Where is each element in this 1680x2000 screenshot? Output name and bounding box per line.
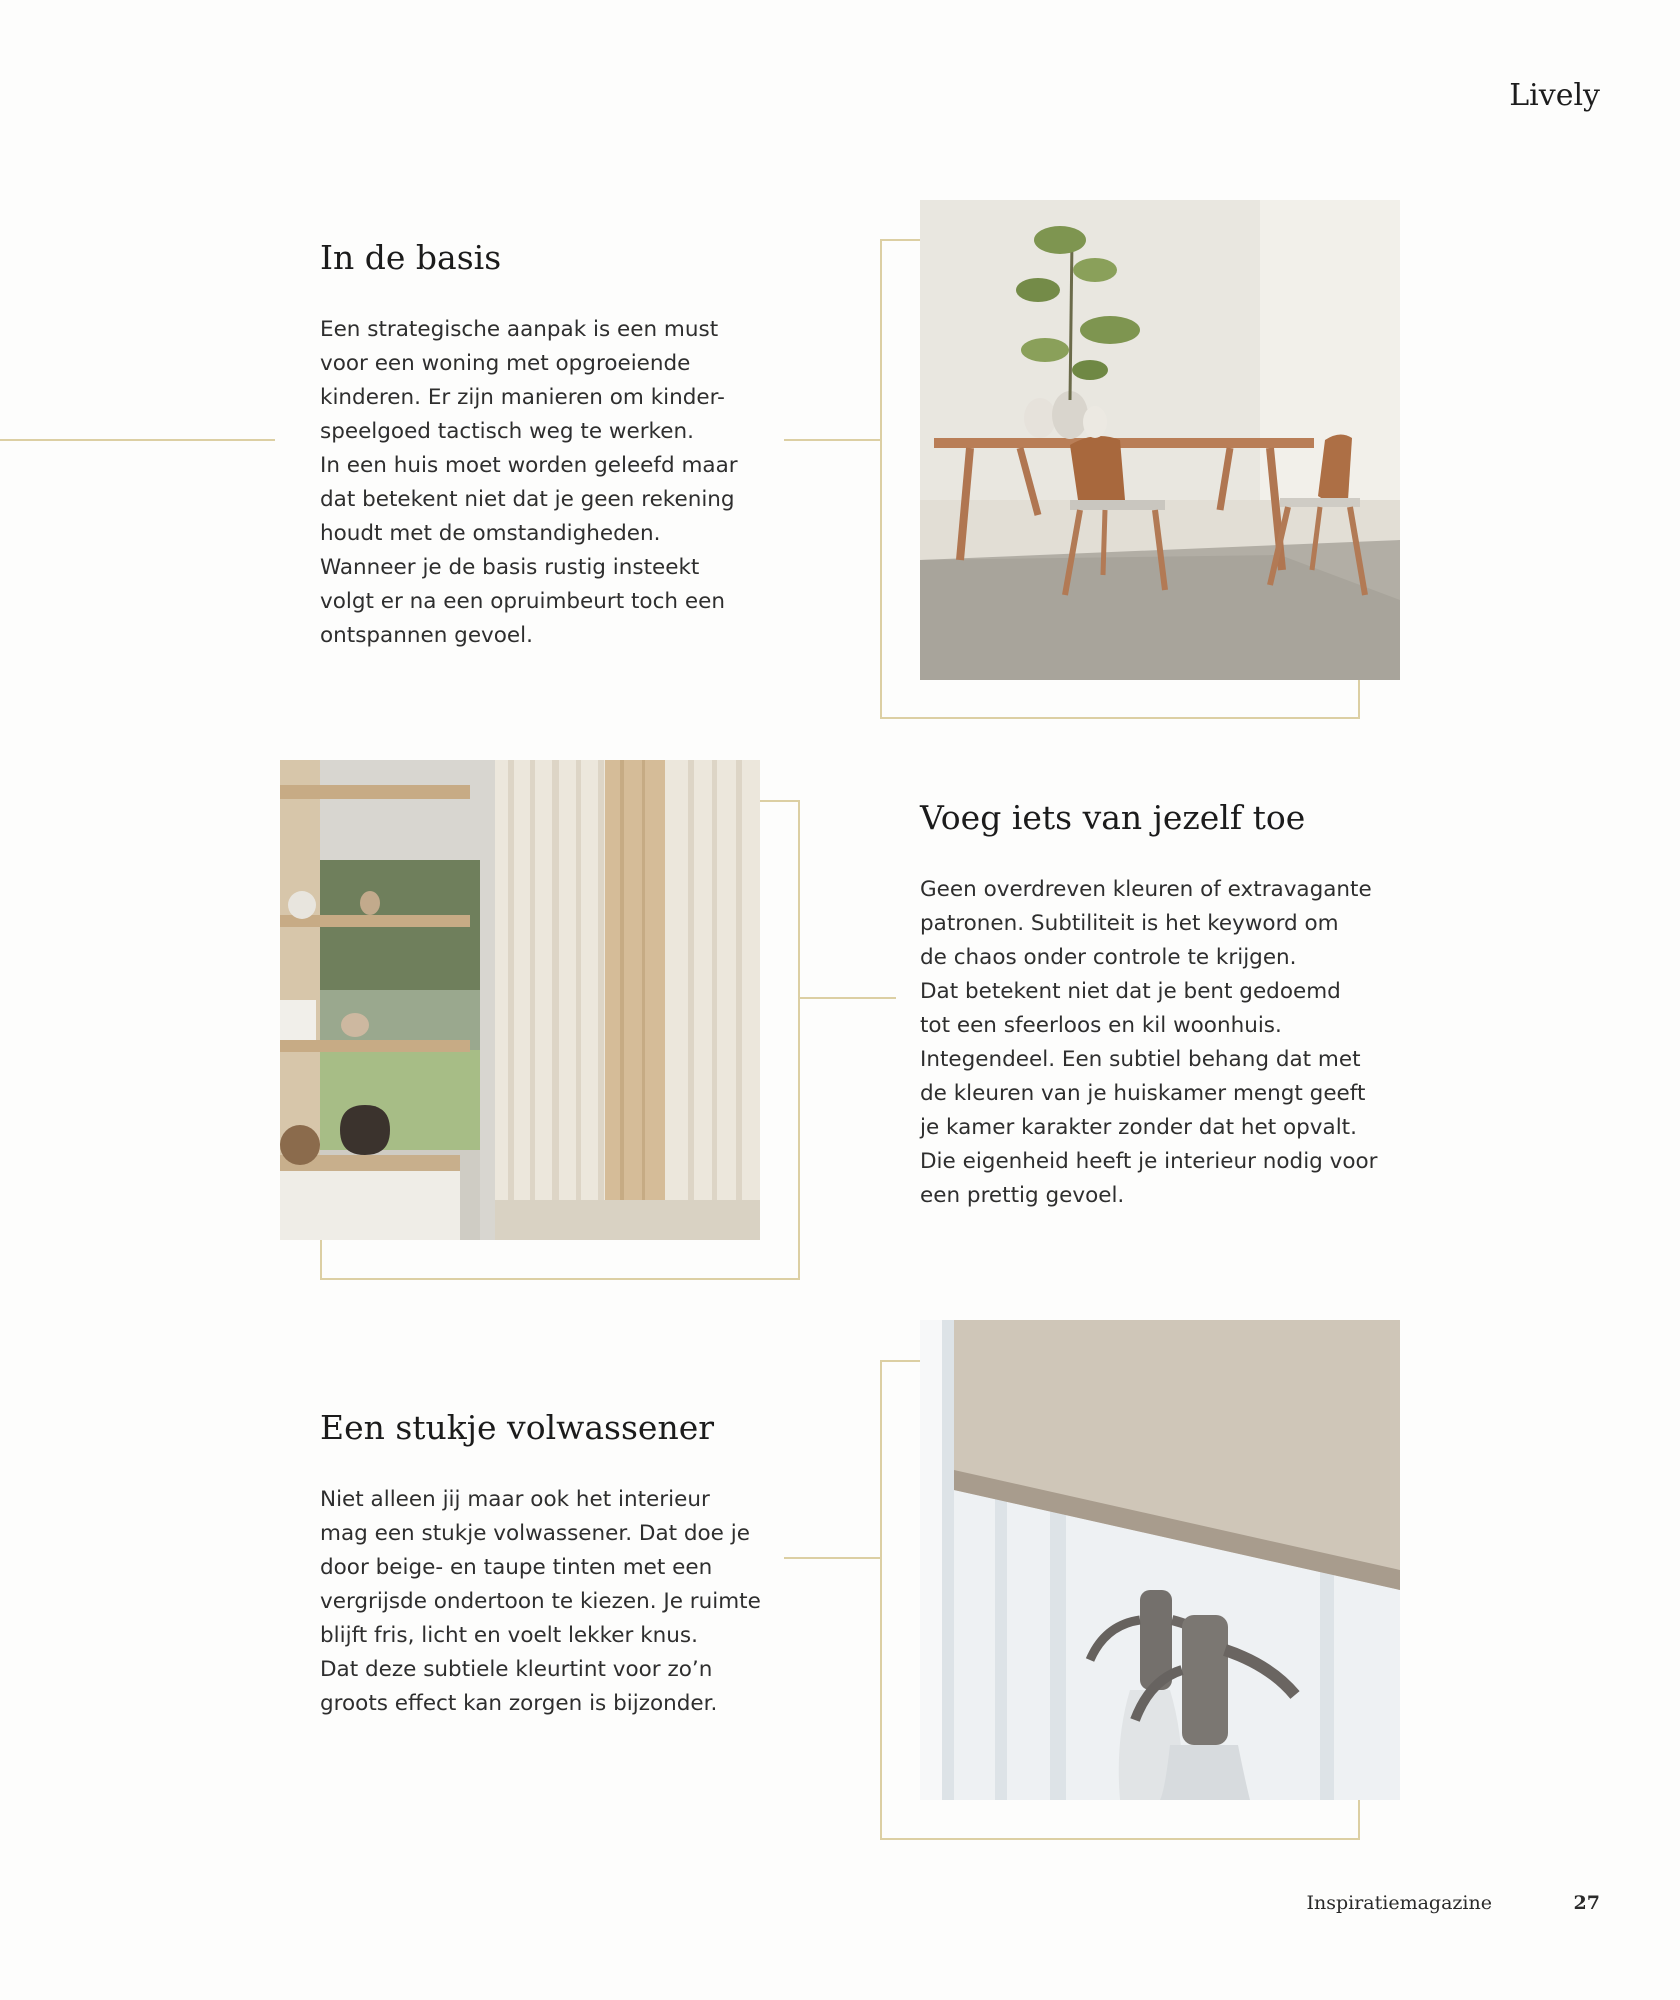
text-line: tot een sfeerloos en kil woonhuis. (920, 1013, 1282, 1038)
text-line: Geen overdreven kleuren of extravagante (920, 877, 1372, 902)
text-line: speelgoed tactisch weg te werken. (320, 419, 694, 444)
roller-blind-photo (920, 1320, 1400, 1800)
text-line: kinderen. Er zijn manieren om kinder- (320, 385, 725, 410)
text-line: Dat deze subtiele kleurtint voor zo’n (320, 1657, 713, 1682)
text-line: door beige- en taupe tinten met een (320, 1555, 713, 1580)
curtains-photo (280, 760, 760, 1240)
text-line: vergrijsde ondertoon te kiezen. Je ruimte (320, 1589, 761, 1614)
text-line: een prettig gevoel. (920, 1183, 1125, 1208)
text-line: Een strategische aanpak is een must (320, 317, 719, 342)
accent-line-connector (784, 439, 880, 441)
accent-line-connector (784, 1557, 880, 1559)
text-line: houdt met de omstandigheden. (320, 521, 661, 546)
text-line: volgt er na een opruimbeurt toch een (320, 589, 725, 614)
accent-line-left (0, 439, 275, 441)
text-line: mag een stukje volwassener. Dat doe je (320, 1521, 750, 1546)
footer-magazine-name: Inspiratiemagazine (1306, 1892, 1492, 1914)
text-line: Dat betekent niet dat je bent gedoemd (920, 979, 1341, 1004)
text-line: je kamer karakter zonder dat het opvalt. (920, 1115, 1357, 1140)
text-line: In een huis moet worden geleefd maar (320, 453, 738, 478)
accent-line-connector (800, 997, 896, 999)
section-body-volwassener (320, 1483, 761, 1721)
section-heading-eigen: Voeg iets van jezelf toe (920, 798, 1306, 837)
text-line: patronen. Subtiliteit is het keyword om (920, 911, 1339, 936)
text-line: voor een woning met opgroeiende (320, 351, 691, 376)
text-line: Die eigenheid heeft je interieur nodig voor (920, 1149, 1378, 1174)
section-body-eigen (920, 873, 1378, 1213)
section-heading-volwassener: Een stukje volwassener (320, 1408, 715, 1447)
text-line: Niet alleen jij maar ook het interieur (320, 1487, 710, 1512)
dining-table-photo (920, 200, 1400, 680)
text-line: blijft fris, licht en voelt lekker knus. (320, 1623, 698, 1648)
magazine-section-title: Lively (1509, 78, 1600, 113)
section-body-basis (320, 313, 738, 653)
text-line: Wanneer je de basis rustig insteekt (320, 555, 700, 580)
text-line: groots effect kan zorgen is bijzonder. (320, 1691, 718, 1716)
text-line: ontspannen gevoel. (320, 623, 533, 648)
text-line: dat betekent niet dat je geen rekening (320, 487, 735, 512)
text-line: Integendeel. Een subtiel behang dat met (920, 1047, 1361, 1072)
section-heading-basis: In de basis (320, 238, 502, 277)
text-line: de chaos onder controle te krijgen. (920, 945, 1297, 970)
page-number: 27 (1573, 1892, 1600, 1914)
text-line: de kleuren van je huiskamer mengt geeft (920, 1081, 1366, 1106)
